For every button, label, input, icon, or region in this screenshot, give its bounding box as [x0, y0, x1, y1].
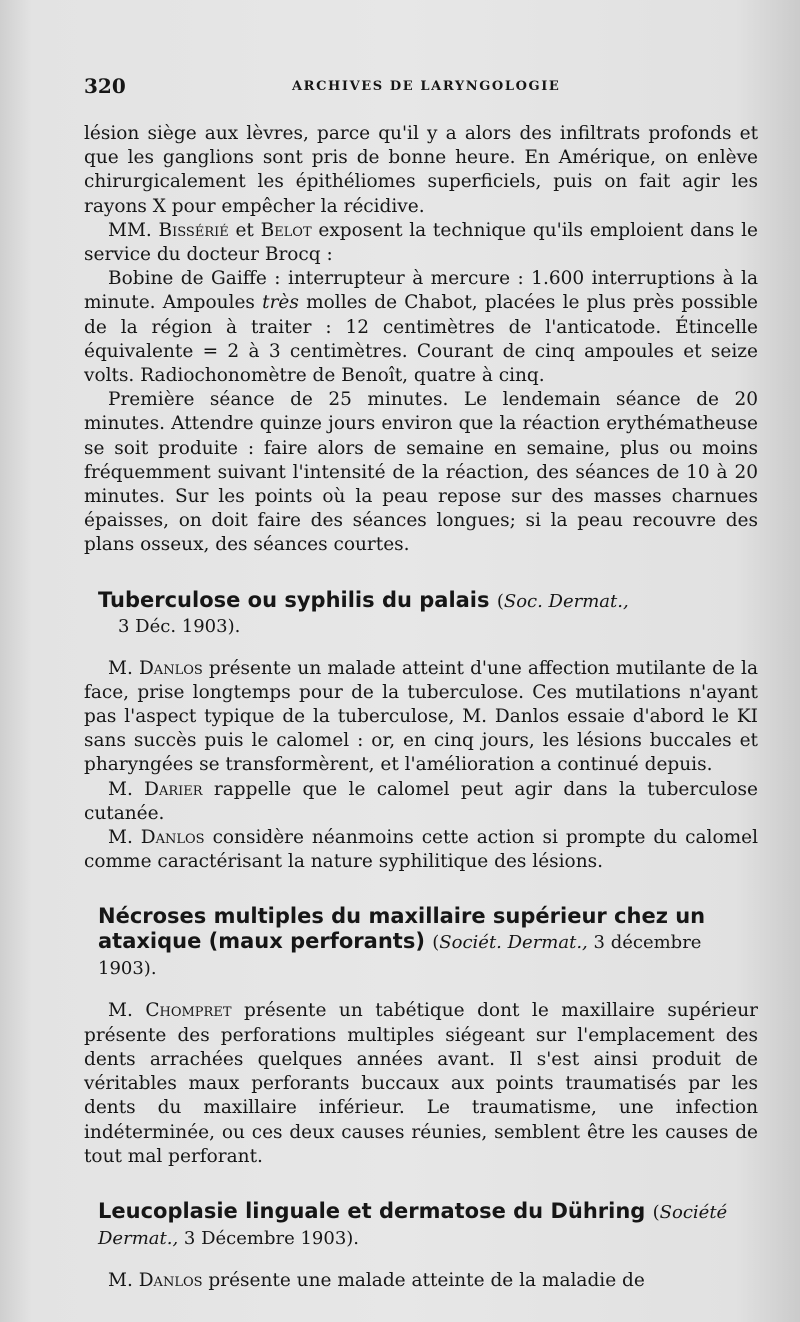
- section-paragraph: [84, 1269, 758, 1293]
- author-name: Darier: [144, 778, 203, 800]
- section-paragraph: [84, 778, 758, 826]
- section-heading: Tuberculose ou syphilis du palais: [98, 587, 490, 612]
- author-name: Chompret: [145, 1000, 232, 1022]
- prefix: M.: [108, 1000, 133, 1022]
- section-heading: Leucoplasie linguale et dermatose du Dühring: [98, 1198, 646, 1223]
- paragraph-text: considère néanmoins cette action si prompte du calomel comme caractérisant la nature syphilitique des lésions.: [84, 827, 759, 873]
- ref-open-paren: (: [652, 1201, 660, 1223]
- ref-date: 3 décembre 1903).: [98, 932, 702, 980]
- ref-date: 3 Décembre 1903).: [183, 1227, 360, 1249]
- conjunction: et: [235, 219, 254, 241]
- technique-intro-paragraph: [84, 219, 758, 267]
- page-number: 320: [84, 74, 126, 98]
- author-name: Danlos: [140, 827, 205, 849]
- author-name: Belot: [260, 219, 312, 241]
- section-heading: Nécroses multiples du maxillaire supérieur chez un ataxique (maux perforants): [98, 904, 706, 954]
- prefix: M.: [108, 827, 133, 849]
- section-title: [84, 588, 758, 639]
- paragraph-text: molles de Chabot, placées le plus près possible de la région à traiter : 12 centimètres de l'anticatode. Étincelle équivalente = 2 à 3 centimètres. Courant de cinq ampoules et seize volts. Radiochonomètre de Benoît, quatre à cinq.: [84, 292, 758, 387]
- paragraph-text: exposent la technique qu'ils emploient dans le service du docteur Brocq :: [84, 219, 758, 266]
- section-title: [84, 904, 758, 981]
- section-title: [84, 1199, 758, 1251]
- ref-journal: Soc. Dermat.,: [503, 590, 629, 612]
- author-name: Danlos: [138, 1269, 203, 1291]
- section-paragraph: [84, 826, 758, 874]
- ref-open-paren: (: [496, 590, 504, 612]
- ref-journal: Société Dermat.,: [98, 1201, 728, 1249]
- section-paragraph: [84, 999, 758, 1168]
- ref-open-paren: (: [432, 932, 440, 954]
- author-name: Bissérié: [158, 219, 229, 241]
- ref-journal: Sociét. Dermat.,: [439, 932, 588, 954]
- paragraph-text: présente un tabétique dont le maxillaire supérieur présente des perforations multiples siégeant sur l'emplacement des dents arrachées quelques années avant. Il s'est ainsi produit de véritables maux perforants buccaux aux points traumatisés par les dents du maxillaire inférieur. Le traumatisme, une infection indéterminée, ou ces deux causes réunies, semblent être les causes de tout mal perforant.: [84, 1000, 758, 1167]
- page-header: [84, 74, 756, 102]
- running-head: ARCHIVES DE LARYNGOLOGIE: [292, 79, 561, 94]
- intro-prefix: MM.: [108, 219, 152, 241]
- schedule-paragraph: Première séance de 25 minutes. Le lendemain séance de 20 minutes. Attendre quinze jours environ que la réaction erythématheuse se soit produite : faire alors de semaine en semaine, plus ou moins fréquemment suivant l'intensité de la réaction, des séances de 10 à 20 minutes. Sur les points où la peau repose sur des masses charnues épaisses, on doit faire des séances longues; si la peau recouvre des plans osseux, des séances courtes.: [84, 389, 758, 556]
- paragraph-text: présente une malade atteinte de la maladie de: [208, 1269, 645, 1291]
- ref-date: 3 Déc. 1903).: [118, 615, 241, 637]
- paragraph-text: Bobine de Gaiffe : interrupteur à mercure : 1.600 interruptions à la minute. Ampoules: [84, 268, 758, 314]
- equipment-paragraph: [84, 267, 758, 388]
- section-paragraph: [84, 657, 758, 778]
- prefix: M.: [108, 1269, 133, 1291]
- prefix: M.: [108, 657, 133, 679]
- opening-paragraph: lésion siège aux lèvres, parce qu'il y a alors des infiltrats profonds et que les ganglions sont pris de bonne heure. En Amérique, on enlève chirurgicalement les épithéliomes superficiels, puis on fait agir les rayons X pour empêcher la récidive.: [84, 123, 758, 217]
- paragraph-text: présente un malade atteint d'une affection mutilante de la face, prise longtemps pour de la tuberculose. Ces mutilations n'ayant pas l'aspect typique de la tuberculose, M. Danlos essaie d'abord le KI sans succès puis le calomel : or, en cinq jours, les lésions buccales et pharyngées se transformèrent, et l'amélioration a continué depuis.: [84, 657, 758, 776]
- prefix: M.: [108, 778, 133, 800]
- page-body: [84, 122, 758, 1293]
- author-name: Danlos: [138, 657, 203, 679]
- paragraph-text: rappelle que le calomel peut agir dans la tuberculose cutanée.: [84, 778, 758, 824]
- emphasis-text: très: [262, 292, 299, 314]
